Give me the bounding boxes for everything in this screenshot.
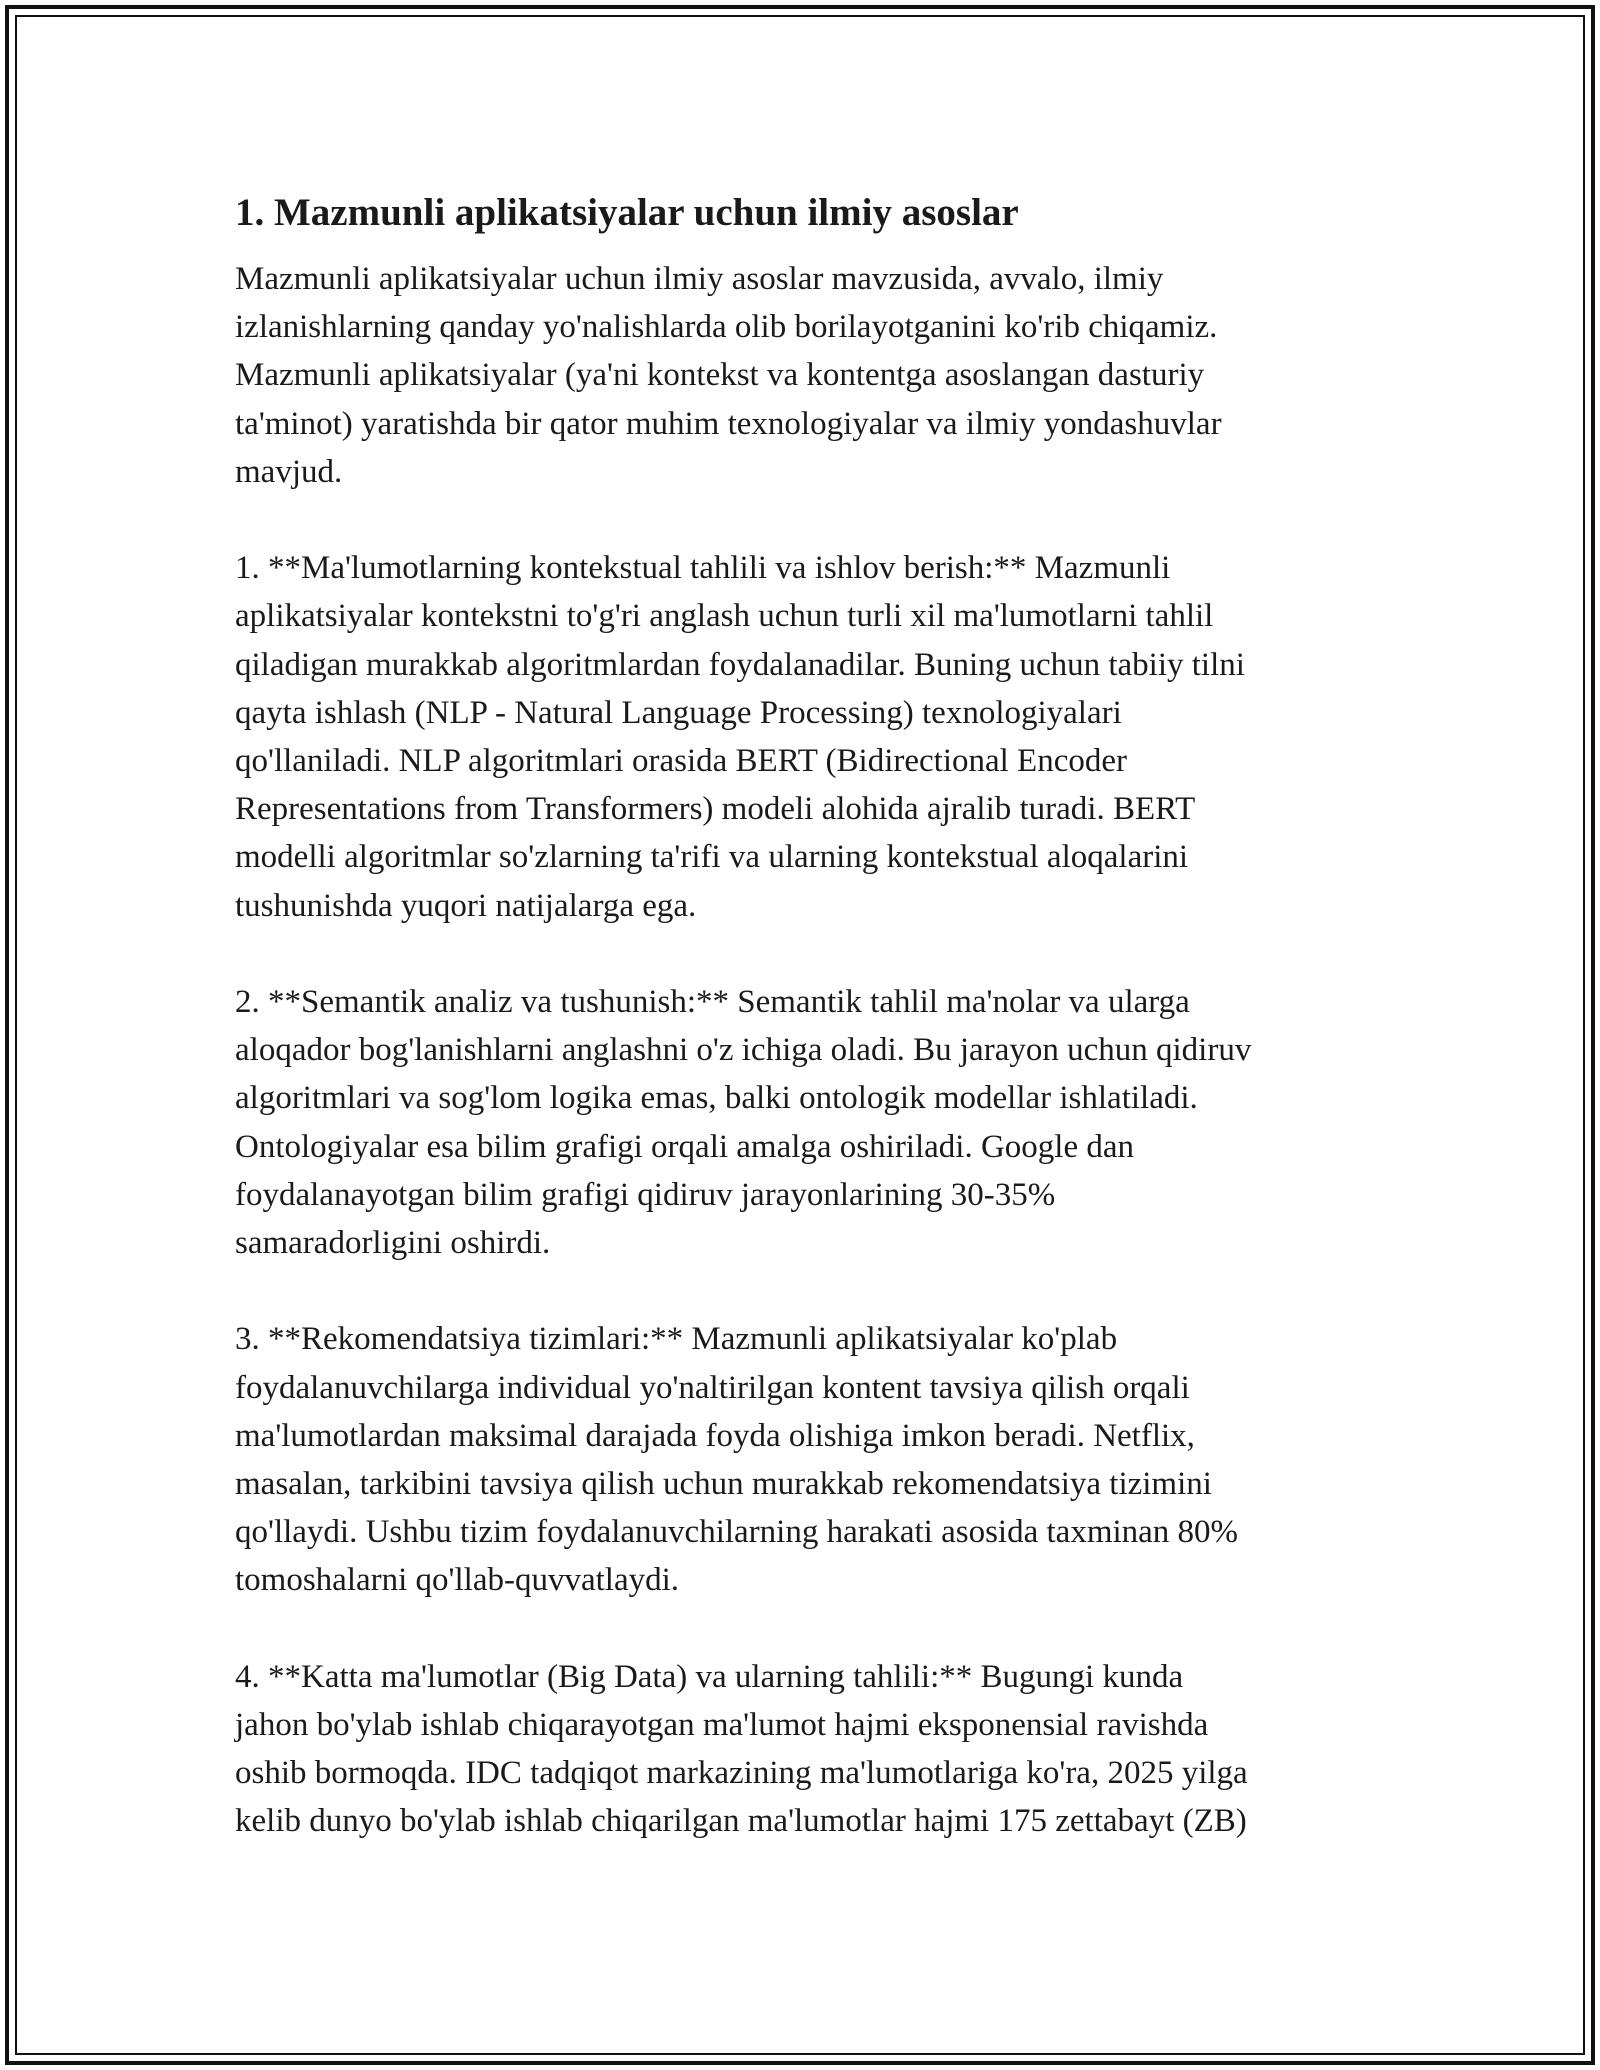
text-line: aplikatsiyalar kontekstni to'g'ri anglash uchun turli xil ma'lumotlarni tahlil [235,598,1214,635]
text-line: 4. **Katta ma'lumotlar (Big Data) va ularning tahlili:** Bugungi kunda [235,1658,1184,1695]
item-paragraph-3 [235,1315,1375,1604]
intro-paragraph [235,255,1375,496]
text-line: oshib bormoqda. IDC tadqiqot markazining ma'lumotlariga ko'ra, 2025 yilga [235,1755,1248,1792]
text-line: Mazmunli aplikatsiyalar (ya'ni kontekst va kontentga asoslangan dasturiy [235,357,1205,394]
text-line: izlanishlarning qanday yo'nalishlarda olib borilayotganini ko'rib chiqamiz. [235,309,1218,346]
text-line: qiladigan murakkab algoritmlardan foydalanadilar. Buning uchun tabiiy tilni [235,646,1245,683]
text-line: tomoshalarni qo'llab-quvvatlaydi. [235,1562,680,1599]
text-line: jahon bo'ylab ishlab chiqarayotgan ma'lumot hajmi eksponensial ravishda [235,1707,1209,1744]
text-line: qo'llaydi. Ushbu tizim foydalanuvchilarning harakati asosida taxminan 80% [235,1514,1239,1551]
text-line: foydalanuvchilarga individual yo'naltirilgan kontent tavsiya qilish orqali [235,1369,1190,1406]
text-line: ma'lumotlardan maksimal darajada foyda olishiga imkon beradi. Netflix, [235,1417,1195,1454]
section-heading: 1. Mazmunli aplikatsiyalar uchun ilmiy asoslar [235,191,1019,234]
text-line: Mazmunli aplikatsiyalar uchun ilmiy asoslar mavzusida, avvalo, ilmiy [235,261,1164,297]
text-line: algoritmlari va sog'lom logika emas, balki ontologik modellar ishlatiladi. [235,1080,1198,1117]
text-line: kelib dunyo bo'ylab ishlab chiqarilgan ma'lumotlar hajmi 175 zettabayt (ZB) [235,1803,1247,1840]
text-line: 2. **Semantik analiz va tushunish:** Semantik tahlil ma'nolar va ularga [235,984,1190,1021]
text-line: qayta ishlash (NLP - Natural Language Processing) texnologiyalari [235,694,1122,731]
text-line: Ontologiyalar esa bilim grafigi orqali amalga oshiriladi. Google dan [235,1128,1135,1165]
text-line: modelli algoritmlar so'zlarning ta'rifi va ularning kontekstual aloqalarini [235,839,1189,876]
text-line: qo'llaniladi. NLP algoritmlari orasida BERT (Bidirectional Encoder [235,743,1127,780]
item-paragraph-2 [235,978,1375,1267]
text-line: masalan, tarkibini tavsiya qilish uchun murakkab rekomendatsiya tizimini [235,1466,1212,1503]
text-line: 1. **Ma'lumotlarning kontekstual tahlili va ishlov berish:** Mazmunli [235,550,1171,587]
text-line: ta'minot) yaratishda bir qator muhim texnologiyalar va ilmiy yondashuvlar [235,405,1222,442]
text-line: mavjud. [235,453,343,490]
text-line: samaradorligini oshirdi. [235,1225,551,1262]
item-paragraph-1 [235,544,1375,930]
document-body [235,185,1375,1894]
text-line: foydalanayotgan bilim grafigi qidiruv jarayonlarining 30-35% [235,1176,1056,1213]
text-line: aloqador bog'lanishlarni anglashni o'z ichiga oladi. Bu jarayon uchun qidiruv [235,1032,1252,1069]
item-paragraph-4 [235,1653,1375,1846]
text-line: tushunishda yuqori natijalarga ega. [235,887,697,924]
text-line: 3. **Rekomendatsiya tizimlari:** Mazmunli aplikatsiyalar ko'plab [235,1321,1118,1358]
text-line: Representations from Transformers) modeli alohida ajralib turadi. BERT [235,791,1196,828]
